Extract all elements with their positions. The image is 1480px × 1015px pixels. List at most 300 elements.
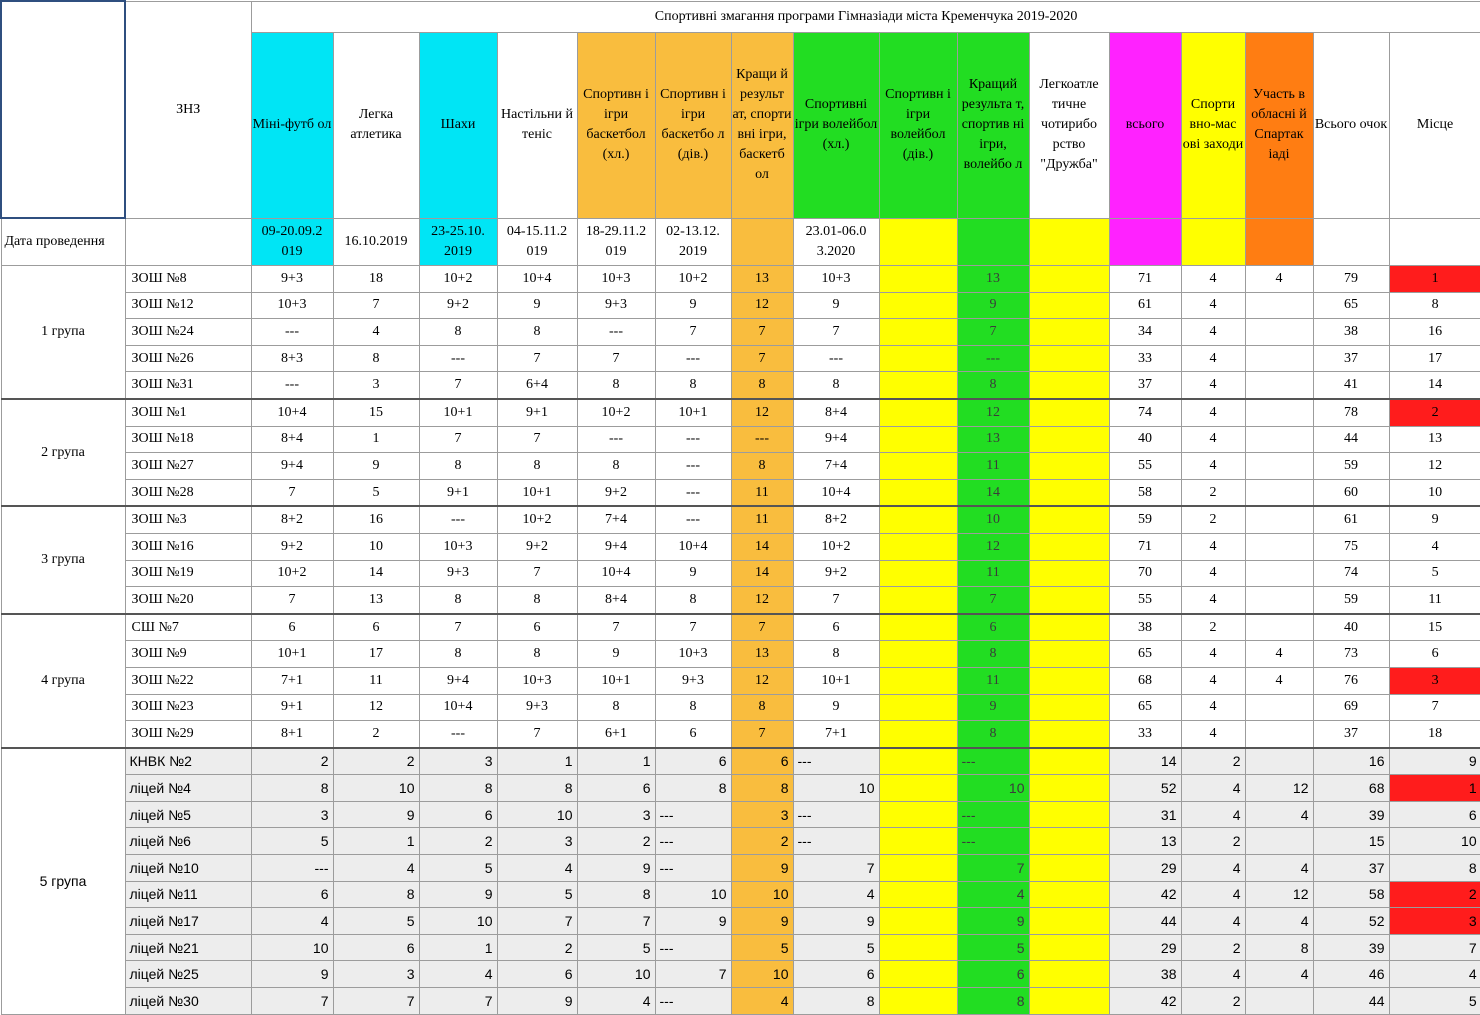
cell-total: 65 [1109, 694, 1181, 721]
group-label: 1 група [1, 266, 125, 399]
date-total [1109, 218, 1181, 266]
cell-table-tennis: 9+1 [497, 399, 577, 426]
cell-athletics: 6 [333, 614, 419, 641]
cell-table-tennis: 8 [497, 641, 577, 668]
cell-volleyball-boys: 7 [793, 855, 879, 882]
cell-volleyball-boys: 4 [793, 881, 879, 908]
table-row [1, 694, 1480, 721]
cell-volleyball-boys: 8+2 [793, 506, 879, 533]
school-name: ЗОШ №12 [125, 292, 251, 319]
cell-basketball-boys: 9+2 [577, 479, 655, 506]
cell-best-basketball: 7 [731, 319, 793, 346]
cell-mini-football: 8+4 [251, 426, 333, 453]
cell-regional-spartakiad [1245, 399, 1313, 426]
cell-best-basketball: 7 [731, 721, 793, 748]
header-total: всього [1109, 32, 1181, 218]
cell-volleyball-girls [879, 345, 957, 372]
cell-table-tennis: 5 [497, 881, 577, 908]
cell-chess: 6 [419, 801, 497, 828]
cell-best-basketball: 7 [731, 614, 793, 641]
cell-basketball-girls: --- [655, 506, 731, 533]
cell-regional-spartakiad: 12 [1245, 775, 1313, 802]
cell-place: 10 [1389, 828, 1480, 855]
cell-mass-events: 2 [1181, 988, 1245, 1015]
cell-best-basketball: 9 [731, 855, 793, 882]
cell-athletics: 3 [333, 961, 419, 988]
cell-athletics-quad [1029, 694, 1109, 721]
cell-basketball-boys: 7 [577, 345, 655, 372]
cell-regional-spartakiad: 4 [1245, 908, 1313, 935]
cell-volleyball-girls [879, 560, 957, 587]
cell-volleyball-girls [879, 641, 957, 668]
cell-total-points: 39 [1313, 801, 1389, 828]
cell-mass-events: 4 [1181, 641, 1245, 668]
cell-best-basketball: 8 [731, 775, 793, 802]
cell-total: 74 [1109, 399, 1181, 426]
cell-regional-spartakiad [1245, 292, 1313, 319]
cell-basketball-girls: --- [655, 934, 731, 961]
cell-regional-spartakiad [1245, 479, 1313, 506]
cell-mass-events: 4 [1181, 533, 1245, 560]
cell-total: 58 [1109, 479, 1181, 506]
cell-athletics-quad [1029, 372, 1109, 399]
cell-table-tennis: 7 [497, 560, 577, 587]
header-total-points: Всього очок [1313, 32, 1389, 218]
cell-total: 52 [1109, 775, 1181, 802]
cell-basketball-boys: 3 [577, 801, 655, 828]
cell-best-volleyball: 8 [957, 641, 1029, 668]
cell-regional-spartakiad [1245, 426, 1313, 453]
header-athletics-quad: Легкоатле тичне чотирибо рство "Дружба" [1029, 32, 1109, 218]
cell-volleyball-boys: 10+4 [793, 479, 879, 506]
cell-best-basketball: 3 [731, 801, 793, 828]
cell-mini-football: 6 [251, 614, 333, 641]
cell-basketball-girls: 10+3 [655, 641, 731, 668]
cell-chess: 8 [419, 775, 497, 802]
cell-regional-spartakiad: 4 [1245, 801, 1313, 828]
cell-athletics: 1 [333, 828, 419, 855]
cell-chess: --- [419, 721, 497, 748]
table-row [1, 453, 1480, 480]
cell-mini-football: 9+1 [251, 694, 333, 721]
school-name: ЗОШ №18 [125, 426, 251, 453]
cell-athletics: 16 [333, 506, 419, 533]
table-row [1, 506, 1480, 533]
date-best-volleyball [957, 218, 1029, 266]
cell-athletics-quad [1029, 667, 1109, 694]
cell-best-volleyball: 6 [957, 961, 1029, 988]
table-row [1, 934, 1480, 961]
cell-best-volleyball: 14 [957, 479, 1029, 506]
date-basketball-boys: 18-29.11.2 019 [577, 218, 655, 266]
cell-total: 40 [1109, 426, 1181, 453]
table-row [1, 667, 1480, 694]
cell-best-volleyball: 8 [957, 372, 1029, 399]
date-athletics: 16.10.2019 [333, 218, 419, 266]
cell-place: 1 [1389, 266, 1480, 293]
cell-volleyball-girls [879, 453, 957, 480]
cell-best-basketball: 11 [731, 506, 793, 533]
cell-volleyball-girls [879, 533, 957, 560]
cell-total: 71 [1109, 266, 1181, 293]
cell-volleyball-boys: 7+4 [793, 453, 879, 480]
cell-athletics-quad [1029, 587, 1109, 614]
cell-regional-spartakiad [1245, 748, 1313, 775]
cell-volleyball-boys: 9+2 [793, 560, 879, 587]
cell-table-tennis: 6 [497, 961, 577, 988]
date-athletics-quad [1029, 218, 1109, 266]
cell-total: 38 [1109, 614, 1181, 641]
cell-total: 33 [1109, 721, 1181, 748]
cell-total: 33 [1109, 345, 1181, 372]
cell-best-basketball: 13 [731, 266, 793, 293]
cell-total: 31 [1109, 801, 1181, 828]
cell-mass-events: 4 [1181, 399, 1245, 426]
cell-best-volleyball: 13 [957, 426, 1029, 453]
cell-table-tennis: 6 [497, 614, 577, 641]
cell-total: 70 [1109, 560, 1181, 587]
cell-mass-events: 4 [1181, 453, 1245, 480]
cell-athletics: 15 [333, 399, 419, 426]
cell-basketball-girls: 7 [655, 961, 731, 988]
cell-regional-spartakiad [1245, 614, 1313, 641]
cell-place: 9 [1389, 748, 1480, 775]
cell-basketball-girls: 10+1 [655, 399, 731, 426]
cell-volleyball-girls [879, 694, 957, 721]
cell-chess: 8 [419, 587, 497, 614]
header-zno: ЗНЗ [125, 1, 251, 218]
cell-regional-spartakiad: 4 [1245, 961, 1313, 988]
cell-mass-events: 4 [1181, 775, 1245, 802]
cell-mass-events: 4 [1181, 667, 1245, 694]
group-label: 3 група [1, 506, 125, 613]
header-mini-football: Міні-футб ол [251, 32, 333, 218]
cell-athletics: 2 [333, 721, 419, 748]
cell-basketball-girls: 6 [655, 748, 731, 775]
cell-athletics: 12 [333, 694, 419, 721]
school-name: ліцей №25 [125, 961, 251, 988]
cell-basketball-boys: 8+4 [577, 587, 655, 614]
cell-place: 7 [1389, 934, 1480, 961]
header-best-volleyball: Кращий результа т, спортив ні ігри, волейбо л [957, 32, 1029, 218]
cell-regional-spartakiad [1245, 319, 1313, 346]
cell-volleyball-boys: 7 [793, 587, 879, 614]
cell-total-points: 37 [1313, 721, 1389, 748]
cell-volleyball-boys: 5 [793, 934, 879, 961]
cell-total-points: 37 [1313, 855, 1389, 882]
school-name: ліцей №5 [125, 801, 251, 828]
cell-chess: 7 [419, 426, 497, 453]
cell-athletics-quad [1029, 479, 1109, 506]
cell-athletics: 9 [333, 801, 419, 828]
cell-volleyball-girls [879, 748, 957, 775]
cell-regional-spartakiad [1245, 828, 1313, 855]
cell-athletics-quad [1029, 614, 1109, 641]
school-name: ЗОШ №27 [125, 453, 251, 480]
cell-volleyball-boys: 10+2 [793, 533, 879, 560]
cell-volleyball-girls [879, 775, 957, 802]
cell-best-basketball: 8 [731, 372, 793, 399]
cell-table-tennis: 8 [497, 775, 577, 802]
cell-volleyball-girls [879, 961, 957, 988]
cell-basketball-boys: 1 [577, 748, 655, 775]
table-row [1, 587, 1480, 614]
cell-volleyball-boys: --- [793, 345, 879, 372]
cell-best-basketball: 12 [731, 587, 793, 614]
cell-volleyball-boys: --- [793, 748, 879, 775]
cell-chess: --- [419, 506, 497, 533]
cell-place: 18 [1389, 721, 1480, 748]
cell-place: 8 [1389, 292, 1480, 319]
school-name: ЗОШ №28 [125, 479, 251, 506]
cell-mini-football: 10 [251, 934, 333, 961]
cell-place: 5 [1389, 988, 1480, 1015]
cell-regional-spartakiad [1245, 533, 1313, 560]
cell-athletics-quad [1029, 266, 1109, 293]
cell-volleyball-girls [879, 319, 957, 346]
cell-basketball-boys: 9+4 [577, 533, 655, 560]
cell-basketball-girls: --- [655, 988, 731, 1015]
cell-table-tennis: 7 [497, 721, 577, 748]
cell-place: 2 [1389, 881, 1480, 908]
cell-chess: 8 [419, 641, 497, 668]
cell-volleyball-girls [879, 988, 957, 1015]
cell-volleyball-boys: 9 [793, 908, 879, 935]
cell-place: 8 [1389, 855, 1480, 882]
cell-place: 3 [1389, 908, 1480, 935]
cell-basketball-boys: 7 [577, 908, 655, 935]
cell-mini-football: 9 [251, 961, 333, 988]
cell-best-basketball: 14 [731, 533, 793, 560]
school-name: ЗОШ №1 [125, 399, 251, 426]
cell-mass-events: 4 [1181, 908, 1245, 935]
cell-volleyball-girls [879, 801, 957, 828]
cell-volleyball-boys: 6 [793, 614, 879, 641]
cell-basketball-girls: --- [655, 453, 731, 480]
school-name: СШ №7 [125, 614, 251, 641]
cell-best-volleyball: --- [957, 801, 1029, 828]
cell-volleyball-boys: 9+4 [793, 426, 879, 453]
table-row [1, 801, 1480, 828]
cell-mini-football: 10+1 [251, 641, 333, 668]
cell-best-basketball: 7 [731, 345, 793, 372]
cell-best-basketball: 8 [731, 453, 793, 480]
cell-place: 11 [1389, 587, 1480, 614]
school-name: ліцей №30 [125, 988, 251, 1015]
cell-total-points: 15 [1313, 828, 1389, 855]
cell-mini-football: 9+3 [251, 266, 333, 293]
cell-table-tennis: 8 [497, 453, 577, 480]
cell-chess: 9+4 [419, 667, 497, 694]
cell-mini-football: 10+4 [251, 399, 333, 426]
cell-total-points: 59 [1313, 587, 1389, 614]
cell-volleyball-girls [879, 908, 957, 935]
date-regional-spartakiad [1245, 218, 1313, 266]
cell-table-tennis: 10+1 [497, 479, 577, 506]
cell-best-basketball: 6 [731, 748, 793, 775]
date-place [1389, 218, 1480, 266]
school-name: ліцей №21 [125, 934, 251, 961]
cell-athletics: 8 [333, 881, 419, 908]
cell-place: 13 [1389, 426, 1480, 453]
cell-regional-spartakiad [1245, 345, 1313, 372]
cell-mass-events: 4 [1181, 801, 1245, 828]
header-best-basketball: Кращи й результ ат, спорти вні ігри, баскетб ол [731, 32, 793, 218]
date-best-basketball [731, 218, 793, 266]
cell-chess: 10+4 [419, 694, 497, 721]
cell-basketball-boys: 8 [577, 694, 655, 721]
cell-basketball-girls: --- [655, 426, 731, 453]
table-row [1, 775, 1480, 802]
cell-mass-events: 4 [1181, 560, 1245, 587]
cell-regional-spartakiad [1245, 587, 1313, 614]
cell-total: 29 [1109, 855, 1181, 882]
cell-basketball-boys: 5 [577, 934, 655, 961]
cell-mass-events: 4 [1181, 587, 1245, 614]
cell-basketball-boys: 9 [577, 641, 655, 668]
cell-mass-events: 2 [1181, 506, 1245, 533]
cell-mini-football: 10+2 [251, 560, 333, 587]
cell-mini-football: 9+4 [251, 453, 333, 480]
cell-regional-spartakiad [1245, 560, 1313, 587]
cell-total: 55 [1109, 587, 1181, 614]
cell-athletics-quad [1029, 828, 1109, 855]
cell-total: 37 [1109, 372, 1181, 399]
cell-basketball-boys: 10+3 [577, 266, 655, 293]
cell-mini-football: 5 [251, 828, 333, 855]
cell-athletics-quad [1029, 801, 1109, 828]
cell-best-volleyball: 9 [957, 292, 1029, 319]
cell-table-tennis: 3 [497, 828, 577, 855]
cell-total-points: 44 [1313, 988, 1389, 1015]
cell-basketball-girls: 9 [655, 560, 731, 587]
cell-volleyball-girls [879, 614, 957, 641]
school-name: ліцей №4 [125, 775, 251, 802]
cell-athletics: 2 [333, 748, 419, 775]
cell-volleyball-girls [879, 667, 957, 694]
cell-basketball-girls: 8 [655, 775, 731, 802]
cell-mass-events: 4 [1181, 292, 1245, 319]
table-row [1, 748, 1480, 775]
cell-total-points: 78 [1313, 399, 1389, 426]
cell-basketball-girls: 7 [655, 319, 731, 346]
cell-table-tennis: 6+4 [497, 372, 577, 399]
cell-basketball-girls: --- [655, 479, 731, 506]
cell-mass-events: 2 [1181, 748, 1245, 775]
cell-best-basketball: 5 [731, 934, 793, 961]
cell-table-tennis: 9+2 [497, 533, 577, 560]
school-name: ЗОШ №9 [125, 641, 251, 668]
cell-total-points: 79 [1313, 266, 1389, 293]
school-name: ліцей №6 [125, 828, 251, 855]
cell-volleyball-boys: 8 [793, 641, 879, 668]
cell-table-tennis: 10+4 [497, 266, 577, 293]
cell-mass-events: 4 [1181, 961, 1245, 988]
cell-total-points: 74 [1313, 560, 1389, 587]
cell-mass-events: 4 [1181, 345, 1245, 372]
cell-place: 1 [1389, 775, 1480, 802]
cell-volleyball-boys: 7+1 [793, 721, 879, 748]
cell-table-tennis: 4 [497, 855, 577, 882]
cell-athletics: 4 [333, 855, 419, 882]
cell-basketball-boys: --- [577, 319, 655, 346]
date-table-tennis: 04-15.11.2 019 [497, 218, 577, 266]
cell-total-points: 69 [1313, 694, 1389, 721]
cell-total-points: 41 [1313, 372, 1389, 399]
school-name: ЗОШ №23 [125, 694, 251, 721]
cell-mass-events: 2 [1181, 479, 1245, 506]
table-row [1, 399, 1480, 426]
cell-athletics-quad [1029, 721, 1109, 748]
cell-place: 6 [1389, 641, 1480, 668]
cell-mass-events: 2 [1181, 828, 1245, 855]
cell-mass-events: 4 [1181, 319, 1245, 346]
cell-table-tennis: 1 [497, 748, 577, 775]
cell-athletics: 4 [333, 319, 419, 346]
cell-basketball-girls: --- [655, 801, 731, 828]
header-place: Місце [1389, 32, 1480, 218]
cell-total: 61 [1109, 292, 1181, 319]
cell-mini-football: 7+1 [251, 667, 333, 694]
cell-mini-football: 7 [251, 988, 333, 1015]
school-name: КНВК №2 [125, 748, 251, 775]
table-row [1, 319, 1480, 346]
cell-basketball-boys: 4 [577, 988, 655, 1015]
cell-best-volleyball: --- [957, 345, 1029, 372]
cell-place: 10 [1389, 479, 1480, 506]
cell-athletics: 5 [333, 479, 419, 506]
cell-volleyball-boys: --- [793, 828, 879, 855]
cell-chess: 4 [419, 961, 497, 988]
cell-best-basketball: 12 [731, 292, 793, 319]
cell-total-points: 75 [1313, 533, 1389, 560]
cell-chess: 2 [419, 828, 497, 855]
cell-mini-football: 8 [251, 775, 333, 802]
cell-volleyball-girls [879, 372, 957, 399]
school-name: ліцей №10 [125, 855, 251, 882]
cell-chess: 9+2 [419, 292, 497, 319]
cell-best-basketball: 9 [731, 908, 793, 935]
cell-athletics-quad [1029, 506, 1109, 533]
table-row [1, 533, 1480, 560]
cell-athletics-quad [1029, 961, 1109, 988]
school-name: ліцей №11 [125, 881, 251, 908]
cell-best-basketball: 2 [731, 828, 793, 855]
cell-mass-events: 4 [1181, 721, 1245, 748]
cell-athletics-quad [1029, 641, 1109, 668]
date-basketball-girls: 02-13.12. 2019 [655, 218, 731, 266]
cell-best-basketball: 11 [731, 479, 793, 506]
cell-mini-football: --- [251, 372, 333, 399]
cell-total-points: 44 [1313, 426, 1389, 453]
cell-athletics: 11 [333, 667, 419, 694]
cell-athletics: 18 [333, 266, 419, 293]
cell-chess: --- [419, 345, 497, 372]
cell-place: 17 [1389, 345, 1480, 372]
cell-basketball-girls: --- [655, 828, 731, 855]
cell-total: 42 [1109, 988, 1181, 1015]
cell-table-tennis: 7 [497, 908, 577, 935]
cell-place: 4 [1389, 533, 1480, 560]
cell-total: 65 [1109, 641, 1181, 668]
cell-table-tennis: 8 [497, 319, 577, 346]
cell-best-volleyball: 6 [957, 614, 1029, 641]
date-mass-events [1181, 218, 1245, 266]
cell-table-tennis: 9 [497, 988, 577, 1015]
cell-best-volleyball: 8 [957, 988, 1029, 1015]
table-row [1, 292, 1480, 319]
cell-volleyball-girls [879, 587, 957, 614]
